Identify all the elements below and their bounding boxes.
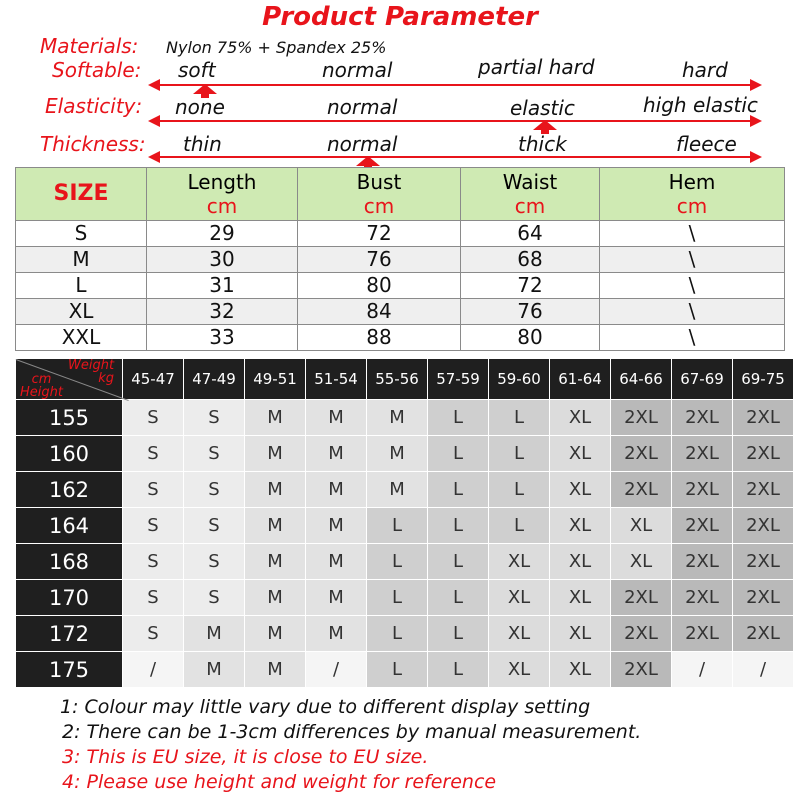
table-cell: 68 [461,247,600,273]
size-cell: S [123,508,184,544]
size-header: SIZE [16,168,147,221]
size-cell: L [428,472,489,508]
table-row [16,221,785,247]
size-cell: 2XL [611,400,672,436]
header-label: Waist [502,170,558,194]
size-cell: 2XL [611,652,672,688]
table-cell: 33 [147,325,298,351]
height-cell: 170 [16,580,123,616]
table-cell: 76 [461,299,600,325]
height-cell: 155 [16,400,123,436]
softable-option: hard [682,58,728,82]
header-unit: cm [514,194,546,218]
size-cell: L [489,436,550,472]
note-line: 4: Please use height and weight for reference [62,771,497,793]
size-cell: M [367,400,428,436]
arrow-right-icon [750,79,762,91]
weight-header-cell: 49-51 [245,359,306,400]
size-cell: L [428,436,489,472]
chart-corner [16,359,123,400]
size-cell: M [306,544,367,580]
table-cell: \ [600,325,785,351]
header-unit: cm [206,194,238,218]
table-cell: M [16,247,147,273]
size-cell: L [428,400,489,436]
table-cell: 72 [461,273,600,299]
table-cell: XL [16,299,147,325]
table-cell: \ [600,221,785,247]
bust-header [298,168,461,221]
size-cell: XL [611,508,672,544]
thickness-option: fleece [676,132,737,156]
header-unit: cm [676,194,708,218]
size-cell: 2XL [733,508,794,544]
size-cell: 2XL [672,472,733,508]
size-cell: 2XL [672,508,733,544]
size-cell: S [123,616,184,652]
size-cell: 2XL [733,580,794,616]
height-cell: 172 [16,616,123,652]
size-cell: S [123,580,184,616]
header-label: Hem [668,170,716,194]
weight-header-cell: 47-49 [184,359,245,400]
size-cell: 2XL [733,616,794,652]
size-cell: L [367,580,428,616]
height-row [16,652,794,688]
size-cell: S [123,400,184,436]
height-row [16,472,794,508]
header-unit: cm [363,194,395,218]
size-cell: L [367,544,428,580]
size-cell: XL [489,544,550,580]
height-cell: 162 [16,472,123,508]
table-cell: 80 [298,273,461,299]
size-cell: XL [550,472,611,508]
size-cell: S [184,544,245,580]
arrow-right-icon [750,151,762,163]
size-cell: 2XL [672,616,733,652]
height-cell: 168 [16,544,123,580]
table-cell: 29 [147,221,298,247]
size-cell: L [428,544,489,580]
table-cell: 80 [461,325,600,351]
arrow-right-icon [750,115,762,127]
height-cell: 160 [16,436,123,472]
elasticity-option: normal [327,95,398,119]
softable-scale-line [150,84,760,86]
size-cell: S [123,472,184,508]
size-cell: S [184,580,245,616]
size-table-header [16,168,785,221]
table-cell: \ [600,247,785,273]
softable-option: soft [178,58,216,82]
arrow-left-icon [148,115,160,127]
height-row [16,400,794,436]
size-cell: M [245,400,306,436]
table-row [16,299,785,325]
size-cell: 2XL [733,472,794,508]
size-cell: XL [550,652,611,688]
size-cell: L [489,508,550,544]
elasticity-option: high elastic [643,93,758,117]
header-label: Bust [356,170,402,194]
elasticity-option: none [175,95,225,119]
table-cell: \ [600,299,785,325]
header-label: Length [187,170,257,194]
table-cell: 84 [298,299,461,325]
size-table [15,167,785,351]
softable-label: Softable: [52,58,142,82]
size-cell: L [428,652,489,688]
size-cell: M [306,436,367,472]
note-line: 3: This is EU size, it is close to EU size. [62,746,429,768]
size-cell: XL [489,652,550,688]
size-cell: XL [611,544,672,580]
height-row [16,580,794,616]
materials-value: Nylon 75% + Spandex 25% [166,38,387,57]
table-cell: 72 [298,221,461,247]
size-cell: S [184,508,245,544]
weight-header-cell: 69-75 [733,359,794,400]
waist-header [461,168,600,221]
thickness-scale-line [150,156,760,158]
height-cell: 175 [16,652,123,688]
size-cell: 2XL [611,616,672,652]
size-cell: M [306,400,367,436]
size-cell: XL [489,616,550,652]
height-row [16,544,794,580]
size-cell: M [306,580,367,616]
size-cell: L [367,652,428,688]
size-cell: M [245,652,306,688]
size-cell: S [123,544,184,580]
weight-header-cell: 45-47 [123,359,184,400]
size-cell: S [184,436,245,472]
size-cell: / [306,652,367,688]
size-cell: M [245,580,306,616]
size-cell: / [733,652,794,688]
size-cell: M [245,436,306,472]
table-cell: 64 [461,221,600,247]
size-cell: 2XL [611,580,672,616]
length-header [147,168,298,221]
size-cell: 2XL [733,436,794,472]
table-cell: 31 [147,273,298,299]
elasticity-label: Elasticity: [45,94,143,118]
size-cell: L [367,616,428,652]
table-row [16,325,785,351]
softable-option: normal [322,58,393,82]
height-weight-chart [15,358,794,688]
size-cell: L [428,616,489,652]
materials-label: Materials: [40,34,139,58]
size-cell: M [245,472,306,508]
height-row [16,508,794,544]
weight-header-row [16,359,794,400]
size-cell: XL [550,544,611,580]
height-axis-label: cm Height [20,372,63,400]
size-cell: M [245,508,306,544]
table-cell: 88 [298,325,461,351]
size-cell: M [306,508,367,544]
table-cell: L [16,273,147,299]
size-cell: / [672,652,733,688]
arrow-left-icon [148,79,160,91]
weight-header-cell: 64-66 [611,359,672,400]
page-title: Product Parameter [262,2,538,32]
table-cell: XXL [16,325,147,351]
note-line: 2: There can be 1-3cm differences by manual measurement. [62,721,642,743]
note-line: 1: Colour may little vary due to different display setting [60,696,591,718]
softable-option: partial hard [478,55,595,79]
size-cell: M [367,436,428,472]
arrow-left-icon [148,151,160,163]
size-cell: XL [550,616,611,652]
weight-header-cell: 51-54 [306,359,367,400]
weight-axis-label: Weight kg [68,358,115,386]
weight-header-cell: 55-56 [367,359,428,400]
hem-header [600,168,785,221]
elasticity-option: elastic [510,96,575,120]
size-cell: / [123,652,184,688]
table-cell: 76 [298,247,461,273]
size-cell: 2XL [733,544,794,580]
table-row [16,273,785,299]
size-cell: 2XL [733,400,794,436]
size-cell: L [489,472,550,508]
size-cell: M [306,616,367,652]
table-row [16,247,785,273]
table-cell: 30 [147,247,298,273]
size-cell: 2XL [611,436,672,472]
thickness-option: thin [183,132,222,156]
size-cell: L [489,400,550,436]
size-cell: 2XL [672,400,733,436]
weight-header-cell: 57-59 [428,359,489,400]
size-cell: 2XL [672,436,733,472]
size-cell: M [245,616,306,652]
table-cell: S [16,221,147,247]
weight-header-cell: 61-64 [550,359,611,400]
thickness-option: thick [518,132,567,156]
table-cell: 32 [147,299,298,325]
size-cell: M [245,544,306,580]
size-cell: L [428,580,489,616]
size-cell: 2XL [672,544,733,580]
elasticity-scale-line [150,120,760,122]
height-row [16,436,794,472]
thickness-label: Thickness: [40,132,146,156]
size-cell: M [184,616,245,652]
size-cell: XL [550,580,611,616]
size-cell: M [367,472,428,508]
size-cell: 2XL [672,580,733,616]
size-cell: L [428,508,489,544]
size-cell: XL [489,580,550,616]
size-cell: M [184,652,245,688]
height-row [16,616,794,652]
size-cell: S [123,436,184,472]
size-cell: S [184,400,245,436]
size-cell: XL [550,436,611,472]
size-cell: S [184,472,245,508]
size-cell: XL [550,508,611,544]
table-cell: \ [600,273,785,299]
size-cell: M [306,472,367,508]
size-cell: 2XL [611,472,672,508]
size-cell: XL [550,400,611,436]
size-cell: L [367,508,428,544]
weight-header-cell: 59-60 [489,359,550,400]
thickness-option: normal [327,132,398,156]
height-cell: 164 [16,508,123,544]
weight-header-cell: 67-69 [672,359,733,400]
